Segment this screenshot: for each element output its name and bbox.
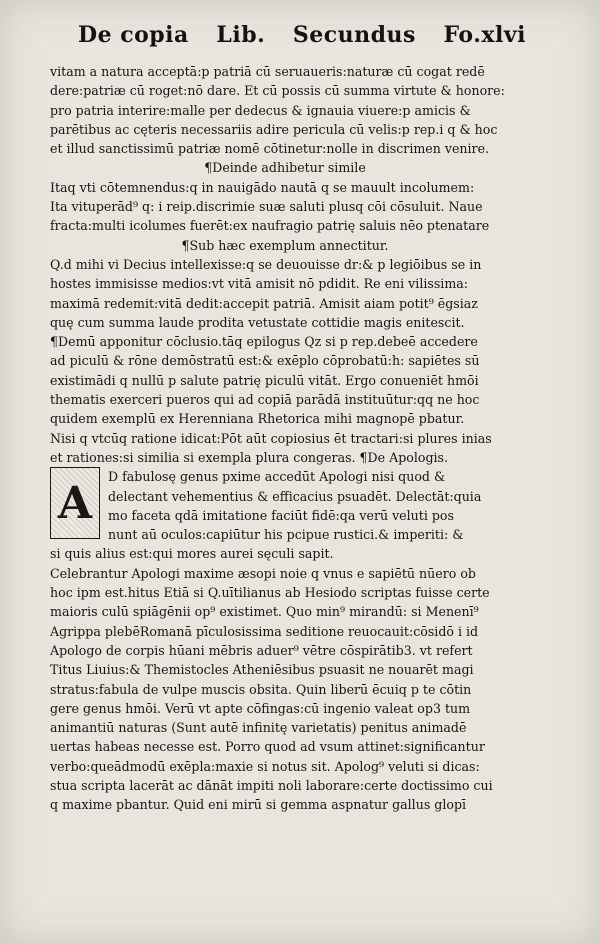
running-head-left: De copia	[78, 22, 189, 48]
text-line: Apologo de corpis hūani mēbris aduer⁹ vētre cōspirātib3. vt refert	[50, 642, 473, 658]
text-line: et illud sanctissimū patriæ nomē cōtinetur:nolle in discrimen venire.	[50, 141, 490, 157]
text-line: hoc ipm est.hitus Etiā si Q.uītilianus ab Hesiodo scriptas fuisse certe	[50, 585, 490, 601]
text-line: parētibus ac cęteris necessariis adire pericula cū velis:p rep.i q & hoc	[50, 121, 498, 137]
running-head-right: Secundus	[292, 22, 416, 48]
text-line: quidem exemplū ex Herenniana Rhetorica mihi magnopē pbatur.	[50, 411, 465, 427]
text-line: uertas habeas necesse est. Porro quod ad vsum attinet:significantur	[50, 739, 485, 755]
text-line: Agrippa plebēRomanā pīculosissima seditione reuocauit:cōsidō i id	[50, 623, 479, 639]
text-line: et rationes:si similia si exempla plura congeras. ¶De Apologis.	[50, 449, 449, 465]
text-line: animantiū naturas (Sunt autē infinitę varietatis) penitus animadē	[50, 720, 467, 736]
text-line: q maxime pbantur. Quid eni mirū si gemma aspnatur gallus glopī	[50, 797, 467, 813]
text-line: Titus Liuius:& Themistocles Atheniēsibus psuasit ne nouarēt magi	[50, 662, 474, 678]
decorated-initial	[50, 467, 100, 539]
text-line: verbo:queādmodū exēpla:maxie si notus sit. Apolog⁹ veluti si dicas:	[50, 758, 480, 774]
text-line: Q.d mihi vi Decius intellexisse:q se deuouisse dr:& p legiōibus se in	[50, 256, 482, 272]
text-line: ad piculū & rōne demōstratū est:& exēplo cōprobatū:h: sapiētes sū	[50, 353, 480, 369]
text-line: ¶Demū apponitur cōclusio.tāq epilogus Qz si p rep.debeē accedere	[50, 334, 478, 350]
text-line: dere:patriæ cū roget:nō dare. Et cū possis cū summa virtute & honore:	[50, 83, 505, 99]
folio-number: Fo.xlvi	[443, 22, 526, 48]
text-line: ¶Sub hæc exemplum annectitur.	[181, 237, 389, 253]
initial-letter: A	[57, 477, 93, 529]
text-line: D fabulosę genus pxime accedūt Apologi nisi quod &	[108, 469, 446, 485]
text-line: pro patria interire:malle per dedecus & ignauia viuere:p amicis &	[50, 102, 471, 118]
text-line: Itaq vti cōtemnendus:q in nauigādo nautā q se mauult incolumem:	[50, 179, 475, 195]
text-line: maioris culū spiāgēnii op⁹ existimet. Quo min⁹ mirandū: si Menenī⁹	[50, 604, 479, 620]
text-line: fracta:multi icolumes fuerēt:ex naufragio patrię saluis nēo ptenatare	[50, 218, 490, 234]
running-head-center: Lib.	[216, 22, 266, 48]
text-line: stratus:fabula de vulpe muscis obsita. Quin liberū ēcuiq p te cōtin	[50, 681, 472, 697]
text-line: quę cum summa laude prodita vetustate cottidie magis enitescit.	[50, 314, 465, 330]
text-line: Nisi q vtcūq ratione idicat:Pōt aūt copiosius ēt tractari:si plures inias	[50, 430, 492, 446]
text-line: si quis alius est:qui mores aurei sęculi sapit.	[50, 546, 334, 562]
text-line: stua scripta lacerāt ac dānāt impiti noli laborare:certe doctissimo cui	[50, 777, 493, 793]
text-line: delectant vehementius & efficacius psuadēt. Delectāt:quia	[108, 488, 482, 504]
body-text	[50, 62, 520, 815]
text-line: maximā redemit:vitā dedit:accepit patriā. Amisit aiam potit⁹ ēgsiaz	[50, 295, 478, 311]
text-line: gere genus hmōi. Verū vt apte cōfingas:cū ingenio valeat op3 tum	[50, 700, 471, 716]
text-line: Celebrantur Apologi maxime æsopi noie q vnus e sapiētū nūero ob	[50, 565, 476, 581]
text-line: existimādi q nullū p salute patrię piculū vitāt. Ergo conueniēt hmōi	[50, 372, 479, 388]
running-head	[78, 22, 526, 58]
text-line: hostes immisisse medios:vt vitā amisit nō pdidit. Re eni vilissima:	[50, 276, 469, 292]
text-line: mo faceta qdā imitatione faciūt fidē:qa verū veluti pos	[108, 507, 454, 523]
text-line: thematis exerceri pueros qui ad copiā parādā instituūtur:qq ne hoc	[50, 392, 480, 408]
text-line: vitam a natura acceptā:p patriā cū seruaueris:naturæ cū cogat redē	[50, 64, 485, 79]
text-line: nunt aū oculos:capiūtur his pcipue rustici.& imperiti: &	[108, 527, 464, 543]
text-line: Ita vituperād⁹ q: i reip.discrimie suæ saluti plusq cōi cōsuluit. Naue	[50, 199, 483, 215]
text-line: ¶Deinde adhibetur simile	[204, 160, 366, 176]
